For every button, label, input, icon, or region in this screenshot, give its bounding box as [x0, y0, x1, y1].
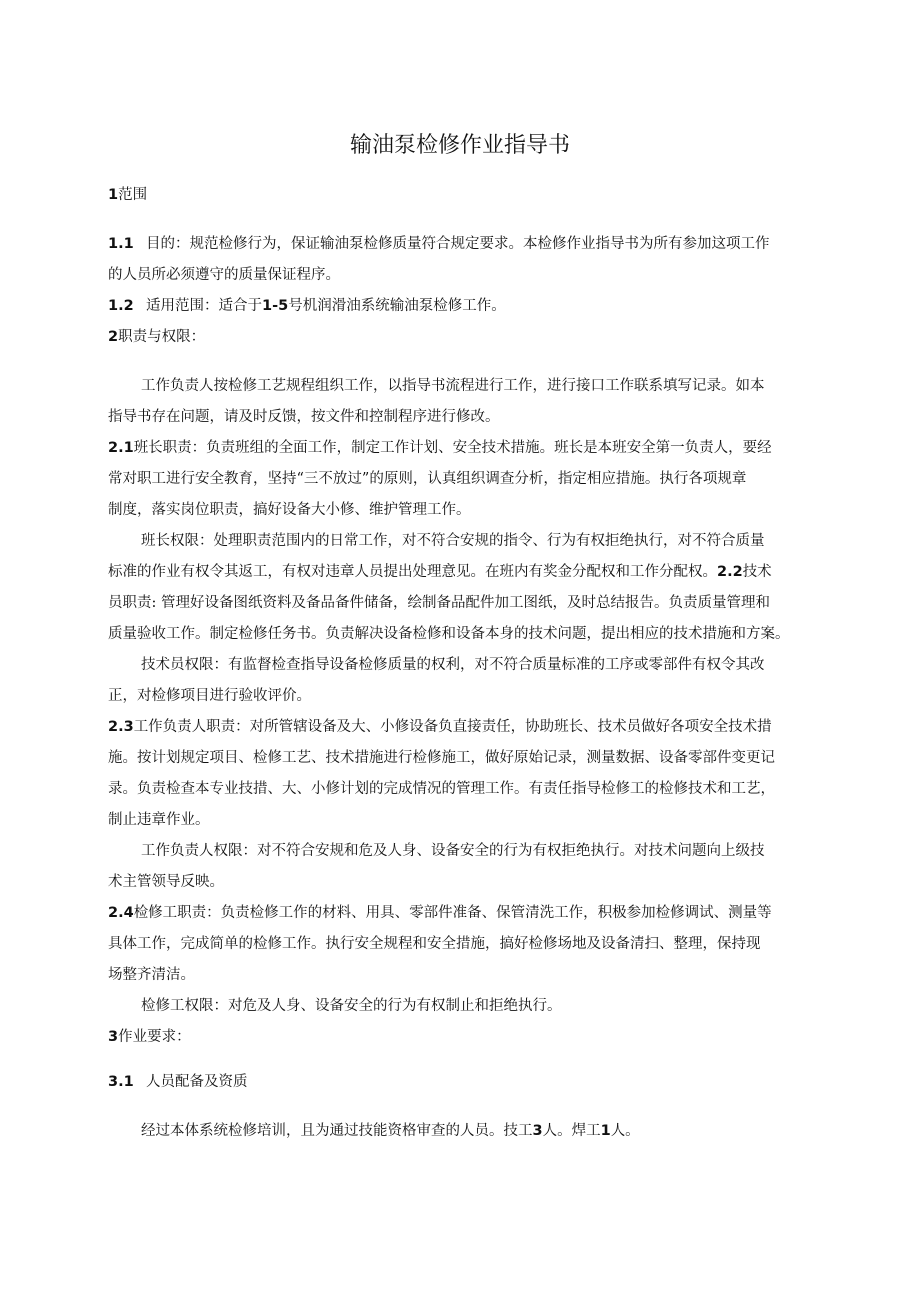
text-line: 场整齐清洁。	[108, 967, 195, 983]
text-line: 具体工作，完成简单的检修工作。执行安全规程和安全措施，搞好检修场地及设备清扫、整理，保持现	[108, 936, 761, 952]
section-title: 职责与权限：	[118, 329, 206, 345]
clause-number: 2.2	[717, 564, 743, 580]
text-line: 班长权限：处理职责范围内的日常工作，对不符合安规的指令、行为有权拒绝执行，对不符合质量	[141, 533, 765, 549]
text-line: 工作负责人权限：对不符合安规和危及人身、设备安全的行为有权拒绝执行。对技术问题向上级技	[141, 843, 765, 859]
text-line: 质量验收工作。制定检修任务书。负责解决设备检修和设备本身的技术问题，提出相应的技术措施和方案。	[108, 626, 790, 642]
text-segment: 标准的作业有权令其返工，有权对违章人员提出处理意见。在班内有奖金分配权和工作分配权。	[108, 564, 717, 580]
section-number: 1	[108, 187, 119, 203]
clause-number: 2.4	[108, 905, 134, 921]
text-line: 目的：规范检修行为，保证输油泵检修质量符合规定要求。本检修作业指导书为所有参加这项工作	[146, 236, 770, 252]
text-line: 班长职责：负责班组的全面工作，制定工作计划、安全技术措施。班长是本班安全第一负责人，要经	[133, 440, 772, 456]
staffing-line	[108, 1116, 820, 1147]
clause-number: 2.1	[108, 440, 134, 456]
text-line: 制止违章作业。	[108, 812, 210, 828]
text-line: 技术员权限：有监督检查指导设备检修质量的权利，对不符合质量标准的工序或零部件有权令其改	[141, 657, 765, 673]
text-line: 员职责: 管理好设备图纸资料及备品备件储备，绘制备品配件加工图纸，及时总结报告。负责质量管理和	[108, 595, 770, 611]
clause-1-1	[108, 229, 820, 260]
clause-number: 1.2	[108, 298, 134, 314]
section-number: 3	[108, 1029, 119, 1045]
text-line: 指导书存在问题，请及时反馈，按文件和控制程序进行修改。	[108, 409, 500, 425]
clause-2-4	[108, 898, 820, 929]
document-body	[108, 180, 820, 1147]
text-line: 术主管领导反映。	[108, 874, 224, 890]
text-segment: 号机润滑油系统输油泵检修工作。	[288, 298, 506, 314]
text-line: 录。负责检查本专业技措、大、小修计划的完成情况的管理工作。有责任指导检修工的检修技术和工艺，	[108, 781, 775, 797]
text-segment-bold: 1-5	[262, 298, 289, 314]
text-line: 工作负责人按检修工艺规程组织工作，以指导书流程进行工作，进行接口工作联系填写记录。如本	[141, 378, 765, 394]
text-line: 的人员所必须遵守的质量保证程序。	[108, 267, 340, 283]
section-heading-2	[108, 322, 820, 353]
document-title: 输油泵检修作业指导书	[349, 133, 570, 158]
text-segment: 人。	[610, 1123, 640, 1139]
section-heading-3	[108, 1022, 820, 1053]
clause-number: 2.3	[108, 719, 134, 735]
clause-3-1	[108, 1067, 820, 1098]
text-line-with-clause	[108, 557, 820, 588]
technician-count: 3	[532, 1123, 543, 1139]
clause-number: 1.1	[108, 236, 134, 252]
text-line: 检修工职责：负责检修工作的材料、用具、零部件准备、保管清洗工作，积极参加检修调试、测量等	[133, 905, 772, 921]
section-heading-1	[108, 180, 820, 211]
text-line: 正，对检修项目进行验收评价。	[108, 688, 311, 704]
section-title: 范围	[118, 187, 148, 203]
text-line: 制度，落实岗位职责，搞好设备大小修、维护管理工作。	[108, 502, 471, 518]
text-line: 检修工权限：对危及人身、设备安全的行为有权制止和拒绝执行。	[141, 998, 562, 1014]
text-segment: 适用范围：适合于	[146, 298, 262, 314]
text-line: 施。按计划规定项目、检修工艺、技术措施进行检修施工，做好原始记录，测量数据、设备零部件变更记	[108, 750, 775, 766]
section-title: 作业要求：	[118, 1029, 191, 1045]
text-segment: 技术	[742, 564, 772, 580]
clause-2-3	[108, 712, 820, 743]
welder-count: 1	[600, 1123, 611, 1139]
clause-2-1	[108, 433, 820, 464]
text-line: 常对职工进行安全教育，坚持“三不放过”的原则，认真组织调查分析，指定相应措施。执行各项规章	[108, 471, 747, 487]
text-line: 工作负责人职责：对所管辖设备及大、小修设备负直接责任，协助班长、技术员做好各项安全技术措	[133, 719, 772, 735]
text-segment: 经过本体系统检修培训，且为通过技能资格审查的人员。技工	[141, 1123, 533, 1139]
section-number: 2	[108, 329, 119, 345]
clause-title: 人员配备及资质	[146, 1074, 248, 1090]
clause-1-2	[108, 291, 820, 322]
text-segment: 人。焊工	[542, 1123, 601, 1139]
clause-number: 3.1	[108, 1074, 134, 1090]
